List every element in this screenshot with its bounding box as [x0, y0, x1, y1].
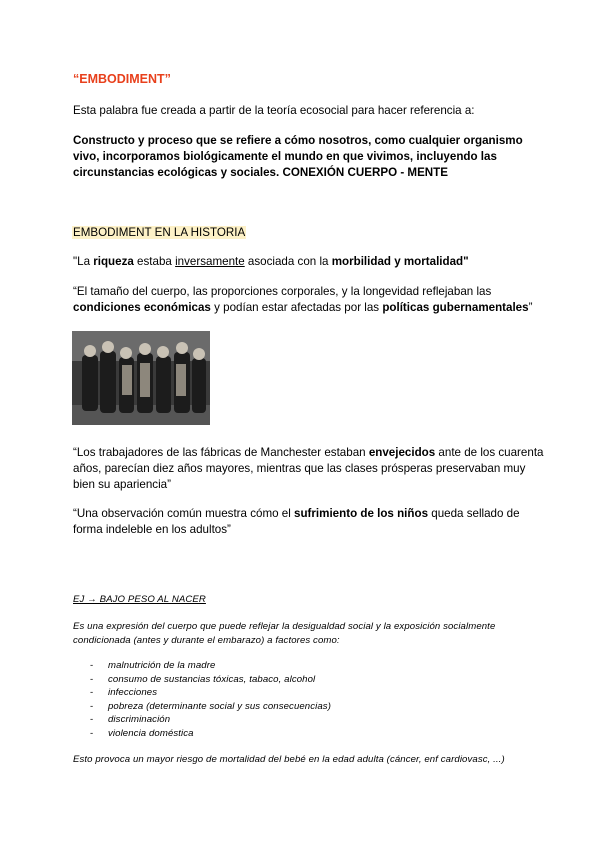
factors-list	[90, 659, 331, 740]
quote-body-size	[73, 284, 532, 316]
example-description	[73, 620, 495, 648]
quote-line	[73, 300, 532, 316]
quote-text: queda sellado de	[428, 507, 520, 520]
quote-bold: sufrimiento de los niños	[294, 507, 429, 520]
history-heading-text: EMBODIMENT EN LA HISTORIA	[73, 226, 246, 239]
quote-text: "La	[73, 255, 94, 268]
list-item: - pobreza (determinante social y sus consecuencias)	[90, 700, 331, 714]
example-conclusion: Esto provoca un mayor riesgo de mortalidad del bebé en la edad adulta (cáncer, enf cardiovasc, ...)	[73, 754, 505, 765]
page-title: “EMBODIMENT”	[73, 72, 171, 86]
quote-bold: condiciones económicas	[73, 301, 211, 314]
historical-photo-illustration	[72, 331, 210, 425]
quote-underlined: inversamente	[175, 255, 245, 268]
intro-text: Esta palabra fue creada a partir de la teoría ecosocial para hacer referencia a:	[73, 104, 475, 117]
example-heading-text: EJ → BAJO PESO AL NACER	[73, 594, 206, 605]
quote-line: “El tamaño del cuerpo, las proporciones corporales, y la longevidad reflejaban las	[73, 285, 492, 298]
quote-manchester	[73, 445, 544, 493]
list-item: - discriminación	[90, 713, 331, 727]
quote-line	[73, 506, 520, 522]
list-item: - malnutrición de la madre	[90, 659, 331, 673]
list-item: - violencia doméstica	[90, 727, 331, 741]
quote-wealth	[73, 254, 469, 270]
list-item: - consumo de sustancias tóxicas, tabaco, alcohol	[90, 673, 331, 687]
quote-text: estaba	[133, 255, 176, 268]
quote-line: forma indeleble en los adultos”	[73, 523, 231, 536]
quote-text: “Una observación común muestra cómo el	[73, 507, 295, 520]
quote-line: años, parecían diez años mayores, mientras que las clases prósperas preservaban muy	[73, 462, 526, 475]
quote-text: ”	[528, 301, 533, 314]
factory-children-photo	[72, 331, 210, 425]
description-line: condicionada (antes y durante el embarazo) a factores como:	[73, 635, 340, 646]
example-heading	[73, 593, 206, 607]
definition-line: circunstancias ecológicas y sociales. CONEXIÓN CUERPO - MENTE	[73, 166, 448, 179]
quote-text: asociada con la	[244, 255, 332, 268]
definition-line: Constructo y proceso que se refiere a cómo nosotros, como cualquier organismo	[73, 134, 523, 147]
definition-block	[73, 133, 523, 181]
description-line: Es una expresión del cuerpo que puede reflejar la desigualdad social y la exposición socialmente	[73, 621, 496, 632]
history-heading	[72, 225, 246, 241]
list-item: - infecciones	[90, 686, 331, 700]
quote-bold: riqueza	[93, 255, 134, 268]
quote-bold: políticas gubernamentales	[382, 301, 529, 314]
quote-children	[73, 506, 520, 538]
quote-bold: envejecidos	[368, 446, 436, 459]
quote-text: “Los trabajadores de las fábricas de Manchester estaban	[73, 446, 369, 459]
definition-line: vivo, incorporamos biológicamente el mundo en que vivimos, incluyendo las	[73, 150, 497, 163]
quote-bold: morbilidad y mortalidad"	[331, 255, 469, 268]
quote-text: ante de los cuarenta	[435, 446, 544, 459]
quote-line	[73, 445, 544, 461]
quote-text: y podían estar afectadas por las	[210, 301, 383, 314]
quote-line: bien su apariencia”	[73, 478, 171, 491]
